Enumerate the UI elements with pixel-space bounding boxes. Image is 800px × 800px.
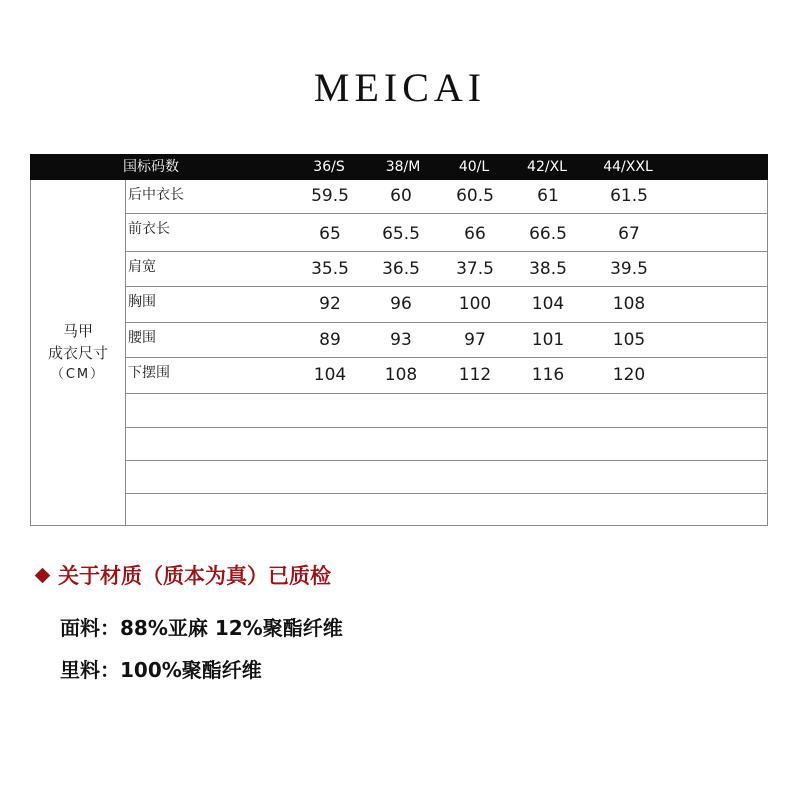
- row-label: 肩宽: [128, 259, 156, 275]
- size-chart-table: [30, 154, 768, 527]
- table-cell: 66: [464, 224, 486, 244]
- table-cell: 120: [612, 365, 646, 385]
- size-header-cell: 44/XXL: [603, 159, 653, 175]
- fabric-composition: 面料：88%亚麻 12%聚酯纤维: [60, 616, 343, 640]
- table-cell: 66.5: [529, 224, 567, 244]
- table-cell: 92: [319, 294, 341, 314]
- table-cell: 60: [390, 186, 412, 206]
- row-label: 后中衣长: [128, 187, 184, 203]
- table-row: [126, 323, 767, 358]
- table-cell: 97: [464, 330, 486, 350]
- side-label-line2: 成衣尺寸: [47, 343, 108, 362]
- empty-row: [126, 461, 767, 494]
- table-cell: 39.5: [610, 259, 648, 279]
- table-cell: 89: [319, 330, 341, 350]
- table-cell: 35.5: [311, 259, 349, 279]
- table-cell: 61.5: [610, 186, 648, 206]
- table-cell: 38.5: [529, 259, 567, 279]
- table-cell: 100: [458, 294, 492, 314]
- table-cell: 101: [531, 330, 565, 350]
- side-label: [31, 180, 125, 525]
- table-row: [126, 287, 767, 323]
- table-row: [126, 180, 767, 214]
- table-cell: 67: [618, 224, 640, 244]
- side-label-unit: （CM）: [50, 366, 106, 382]
- brand-logo: MEICAI: [313, 65, 487, 110]
- size-header-cell: 36/S: [313, 159, 345, 175]
- header-label: 国标码数: [123, 159, 179, 175]
- size-header-cell: 38/M: [385, 159, 421, 175]
- material-section-heading: [34, 560, 331, 590]
- table-cell: 61: [537, 186, 559, 206]
- table-cell: 104: [313, 365, 347, 385]
- table-cell: 65: [319, 224, 341, 244]
- table-cell: 93: [390, 330, 412, 350]
- table-cell: 116: [531, 365, 565, 385]
- table-cell: 112: [458, 365, 492, 385]
- side-label-line1: 马甲: [62, 321, 93, 340]
- row-label: 腰围: [128, 330, 156, 346]
- diamond-bullet-icon: [35, 567, 51, 583]
- table-cell: 60.5: [456, 186, 494, 206]
- table-row: [126, 214, 767, 252]
- row-label: 下摆围: [128, 365, 170, 381]
- empty-row: [126, 494, 767, 525]
- material-title: 关于材质（质本为真）已质检: [58, 564, 331, 588]
- table-cell: 36.5: [382, 259, 420, 279]
- empty-row: [126, 394, 767, 428]
- table-cell: 104: [531, 294, 565, 314]
- table-row: [126, 252, 767, 287]
- row-label: 胸围: [128, 294, 156, 310]
- empty-row: [126, 428, 767, 461]
- lining-composition: 里料：100%聚酯纤维: [60, 658, 262, 682]
- table-cell: 108: [612, 294, 646, 314]
- size-header-cell: 42/XL: [527, 159, 567, 175]
- table-cell: 59.5: [311, 186, 349, 206]
- size-header-row: [30, 154, 768, 180]
- table-row: [126, 358, 767, 394]
- table-body: [30, 180, 768, 526]
- table-cell: 96: [390, 294, 412, 314]
- table-cell: 37.5: [456, 259, 494, 279]
- row-label: 前衣长: [128, 221, 170, 237]
- table-cell: 108: [384, 365, 418, 385]
- table-cell: 105: [612, 330, 646, 350]
- table-cell: 65.5: [382, 224, 420, 244]
- size-header-cell: 40/L: [458, 159, 490, 175]
